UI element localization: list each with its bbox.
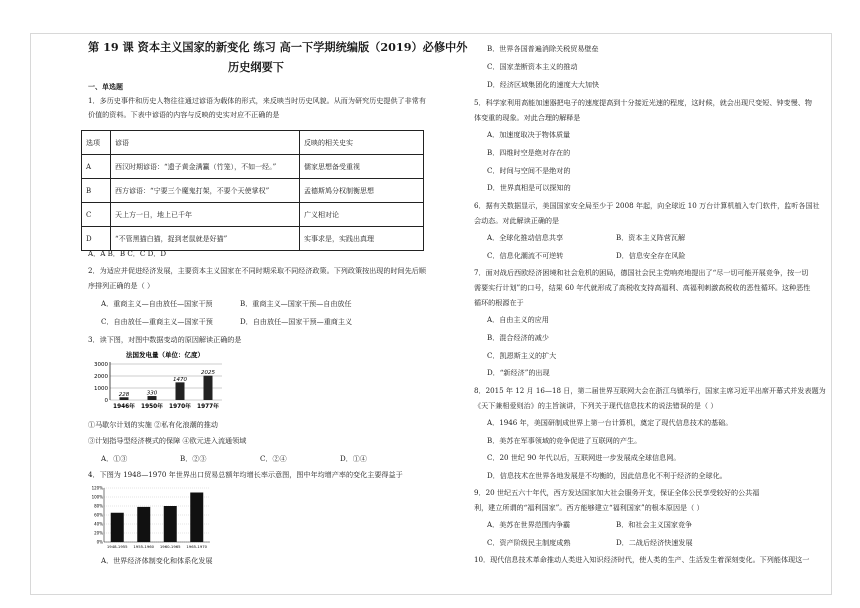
q9-stem: 9．20 世纪五六十年代，西方发达国家加大社会服务开支，保证全体公民享受较好的公共福	[474, 488, 760, 497]
section-heading: 一、单选题	[88, 82, 123, 91]
category-label: 1955-1960	[133, 544, 155, 549]
q6-option-b: B．资本主义阵营瓦解	[616, 233, 686, 242]
q1-stem-cont: 价值的资料。下表中谚语的内容与反映的史实对应不正确的是	[88, 110, 280, 119]
bar	[176, 382, 185, 400]
q5-stem-cont: 体变重的现象。对此合理的解释是	[474, 113, 581, 122]
q2-stem: 2．为适应并促进经济发展，主要资本主义国家在不同时期采取不同经济政策。下列政策按出现的时间先后顺	[88, 266, 426, 275]
q2-option-b: B．重商主义—国家干预—自由放任	[240, 299, 352, 308]
data-label: 1470	[173, 376, 187, 383]
q9-option-d: D．二战后经济快速发展	[616, 538, 693, 547]
q3-stem: 3．读下图，对图中数据变动的原因解读正确的是	[88, 335, 242, 344]
q1-table	[81, 130, 424, 251]
table-cell: 孟德斯鸠分权制衡思想	[300, 179, 424, 203]
q9-option-b: B．和社会主义国家竞争	[616, 520, 693, 529]
q4-option-a: A．世界经济体制变化和体系化发展	[101, 556, 213, 565]
q5-option-b: B．四维时空是绝对存在的	[487, 148, 571, 157]
bar	[164, 506, 177, 542]
table-cell: 广义相对论	[300, 203, 424, 227]
tick-label: 3000	[94, 362, 108, 368]
bar	[204, 376, 213, 400]
tick-label: 20%	[94, 530, 103, 536]
bar	[137, 507, 150, 542]
q8-stem-cont: 《天下兼相爱则治》的主旨演讲，下列关于现代信息技术的说法错误的是（ ）	[474, 401, 718, 410]
table-cell: 西汉时期谚语：“遗子黄金满籯（竹笼），不如一经。”	[111, 155, 300, 179]
tick-label: 100%	[91, 494, 103, 500]
table-cell: 儒家思想备受重视	[300, 155, 424, 179]
q7-option-d: D．“新经济”的出现	[487, 368, 550, 377]
table-cell: B	[82, 179, 111, 203]
q4-option-b: B．世界各国普遍消除关税贸易壁垒	[487, 44, 599, 53]
category-label: 1977年	[197, 404, 219, 410]
table-row	[82, 179, 424, 203]
q4-stem: 4．下图为 1948—1970 年世界出口贸易总额年均增长率示意图，图中年均增产率的变化主要得益于	[88, 470, 403, 479]
tick-label: 2000	[94, 374, 108, 380]
q7-stem-cont2: 循环的根源在于	[474, 298, 524, 307]
table-cell: “不管黑猫白猫，捉到老鼠就是好猫”	[111, 227, 300, 251]
table-cell: 反映的相关史实	[300, 131, 424, 155]
q8-option-a: A．1946 年，美国研制成世界上第一台计算机，奠定了现代信息技术的基础。	[487, 418, 733, 427]
tick-label: 1000	[94, 386, 108, 392]
q5-option-a: A．加速度取决于物体质量	[487, 130, 571, 139]
q6-option-d: D．信息安全存在风险	[616, 251, 686, 260]
table-cell: D	[82, 227, 111, 251]
category-label: 1946年	[113, 404, 135, 410]
q7-stem-cont: 需要实行计划”的口号，结果 60 年代就形成了高税收支持高福利、高福利刺激高税收的恶性循环。这种恶性	[474, 283, 811, 292]
q3-notes-1: ①马歇尔计划的实施 ②私有化浪潮的推动	[88, 420, 218, 429]
q3-option-b: B．②③	[180, 454, 207, 463]
tick-label: 0%	[96, 539, 103, 545]
table-row	[82, 227, 424, 251]
data-label: 228	[118, 391, 130, 398]
q8-option-b: B．美苏在军事领域的竞争促进了互联网的产生。	[487, 436, 642, 445]
bar	[111, 513, 124, 542]
tick-label: 40%	[94, 521, 103, 527]
q6-stem-cont: 会动态。对此解读正确的是	[474, 216, 560, 225]
q3-option-a: A．①③	[101, 454, 128, 463]
q3-option-c: C．②④	[260, 454, 287, 463]
q9-stem-cont: 利，建立所谓的“福利国家”。西方能够建立“福利国家”的根本原因是（ ）	[474, 503, 704, 512]
tick-label: 60%	[94, 512, 103, 518]
q6-stem: 6．据有关数据显示，美国国家安全局至少于 2008 年起，向全球近 10 万台计算机植入专门软件，监听各国社	[474, 201, 820, 210]
table-cell: 谚语	[111, 131, 300, 155]
page-title: 第 19 课 资本主义国家的新变化 练习 高一下学期统编版（2019）必修中外	[88, 40, 468, 54]
q7-option-a: A．自由主义的应用	[487, 315, 549, 324]
export-growth-chart	[88, 482, 213, 552]
table-cell: 天上方一日，地上已千年	[111, 203, 300, 227]
q10-stem: 10．现代信息技术革命推动人类进入知识经济时代，使人类的生产、生活发生着深刻变化。下列能体现这一	[474, 555, 810, 564]
table-header-row	[82, 131, 424, 155]
q7-stem: 7．面对战后西欧经济困境和社会危机的困局，德国社会民主党响亮地提出了“尽一切可能开展竞争，按一切	[474, 268, 809, 277]
q1-stem: 1．多历史事件和历史人物往往通过谚语为载体的形式，来反映当时历史风貌。从而为研究历史提供了非常有	[88, 96, 426, 105]
q2-stem-cont: 序排列正确的是（ ）	[88, 281, 155, 290]
france-electricity-chart	[88, 348, 228, 416]
table-cell: 西方谚语：“宁要三个魔鬼打架，不要个天使掌权”	[111, 179, 300, 203]
bar	[148, 396, 157, 400]
category-label: 1950年	[141, 404, 163, 410]
q7-option-c: C．凯恩斯主义的扩大	[487, 351, 557, 360]
q7-option-b: B．混合经济的减少	[487, 333, 549, 342]
chart-bars	[107, 493, 208, 550]
q2-option-a: A．重商主义—自由放任—国家干预	[101, 299, 213, 308]
q8-option-c: C．20 世纪 90 年代以后，互联网进一步发展成全球信息网。	[487, 453, 681, 462]
q8-option-d: D．信息技术在世界各地发展是不均衡的，因此信息化不利于经济的全球化。	[487, 471, 727, 480]
data-label: 2025	[201, 370, 215, 377]
tick-label: 120%	[91, 485, 103, 491]
q5-stem: 5．科学家利用高能加速器把电子的速度提高到十分接近光速的程度，这时候，就会出现尺变短、钟变慢、物	[474, 98, 812, 107]
bar	[190, 493, 203, 543]
category-label: 1965-1970	[186, 544, 208, 549]
q5-option-d: D．世界真相是可以探知的	[487, 183, 571, 192]
table-row	[82, 203, 424, 227]
q9-option-c: C．资产阶级民主制度成熟	[487, 538, 571, 547]
q6-option-a: A．全球化推动信息共享	[487, 233, 564, 242]
data-label: 330	[146, 390, 158, 397]
category-label: 1970年	[169, 404, 191, 410]
tick-label: 0	[104, 398, 108, 404]
q3-option-d: D．①④	[340, 454, 367, 463]
q9-option-a: A．美苏在世界范围内争霸	[487, 520, 571, 529]
q5-option-c: C．时间与空间不是绝对的	[487, 166, 571, 175]
table-cell: A	[82, 155, 111, 179]
q4-option-d: D．经济区域集团化的速度大大加快	[487, 80, 600, 89]
table-row	[82, 155, 424, 179]
table-cell: 选项	[82, 131, 111, 155]
table-cell: 实事求是，实践出真理	[300, 227, 424, 251]
q8-stem: 8．2015 年 12 月 16—18 日，第二届世界互联网大会在浙江乌镇举行，国家主席习近平出席开幕式并发表题为	[474, 386, 826, 395]
q2-option-d: D．自由放任—国家干预—重商主义	[240, 317, 353, 326]
chart-title: 法国发电量（单位：亿度）	[126, 351, 204, 359]
q3-notes-2: ③计划指导型经济模式的保障 ④欧元进入流通领域	[88, 436, 247, 445]
chart-axis	[94, 362, 222, 404]
q6-option-c: C．信息化潮流不可逆转	[487, 251, 564, 260]
tick-label: 80%	[94, 503, 103, 509]
table-cell: C	[82, 203, 111, 227]
category-label: 1960-1965	[159, 544, 181, 549]
q1-options: A．A B．B C．C D．D	[88, 249, 167, 258]
category-label: 1948-1955	[106, 544, 128, 549]
page-title-line2: 历史纲要下	[228, 60, 284, 74]
q4-option-c: C．国家垄断资本主义的推动	[487, 62, 578, 71]
q2-option-c: C．自由放任—重商主义—国家干预	[101, 317, 213, 326]
